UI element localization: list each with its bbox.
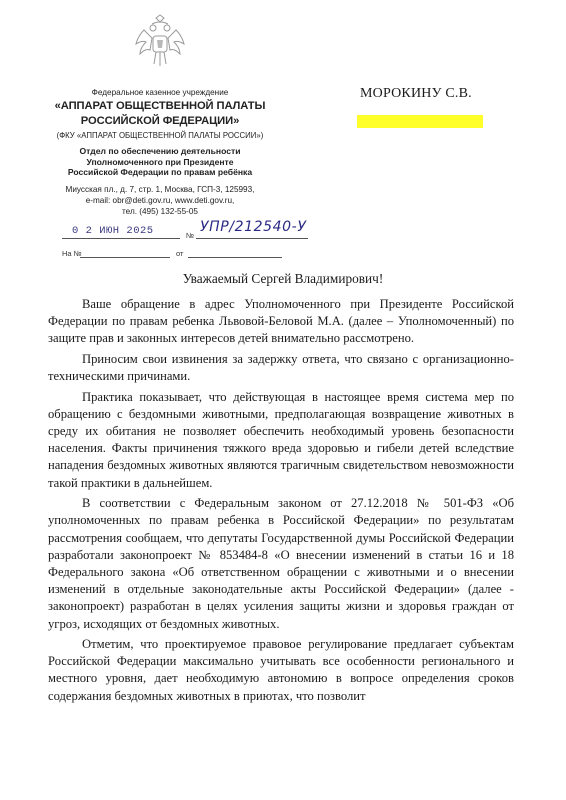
org-name-line1: «АППАРАТ ОБЩЕСТВЕННОЙ ПАЛАТЫ: [54, 100, 266, 112]
org-address: [40, 184, 280, 217]
number-label: №: [186, 231, 195, 240]
greeting: Уважаемый Сергей Владимирович!: [182, 271, 384, 286]
date-underline: [62, 238, 180, 239]
org-short-name: (ФКУ «АППАРАТ ОБЩЕСТВЕННОЙ ПАЛАТЫ РОССИИ»): [56, 131, 264, 140]
redacted-address-highlight: [357, 115, 483, 128]
address-line3: тел. (495) 132-55-05: [122, 207, 198, 216]
letter-body: [48, 296, 514, 708]
org-name-line2: РОССИЙСКОЙ ФЕДЕРАЦИИ»: [80, 115, 240, 127]
paragraph-3: Практика показывает, что действующая в настоящее время система мер по обращению с бездомными животными, предполагающая возвращение животных в среду их обитания не позволяет обеспечить необходимый уровень безопасности населения. Факты причинения тяжкого вреда здоровью и гибели детей вследствие нападения бездомных животных являются трагичным свидетельством невозможности такой практики в дальнейшем.: [48, 389, 514, 490]
dept-line1: Отдел по обеспечению деятельности: [79, 146, 241, 156]
paragraph-4: В соответствии с Федеральным законом от 27.12.2018 № 501-ФЗ «Об уполномоченных по правам ребенка в Российской Федерации» по результатам рассмотрения сообщаем, что депутаты Государственной думы Российской Федерации разработали законопроект № 853484-8 «О внесении изменений в статьи 16 и 18 Федерального закона «Об ответственном обращении с животными и о внесении изменений в отдельные законодательные акты Российской Федерации» (далее - законопроект) разработан в целях усиления защиты жизни и здоровья граждан от угроз, исходящих от бездомных животных.: [48, 496, 514, 631]
na-label: На №: [62, 249, 82, 258]
date-stamp: 0 2 ИЮН 2025: [72, 225, 154, 237]
paragraph-2: Приносим свои извинения за задержку ответа, что связано с организационно-техническими причинами.: [48, 351, 514, 384]
org-type: Федеральное казенное учреждение: [91, 88, 229, 97]
address-line2: e-mail: obr@deti.gov.ru, www.deti.gov.ru,: [85, 196, 235, 205]
department-name: [40, 146, 280, 178]
coat-of-arms-icon: [132, 14, 188, 70]
ot-label: от: [176, 249, 184, 258]
ot-underline: [188, 257, 282, 258]
dept-line3: Российской Федерации по правам ребёнка: [67, 167, 253, 177]
number-underline: [196, 238, 308, 239]
paragraph-5: Отметим, что проектируемое правовое регулирование предлагает субъектам Российской Федерации максимально учитывать все особенности регионального и местного уровня, дает необходимую автономию в вопросе определения сроков содержания бездомных животных в приютах, что позволит: [48, 637, 514, 703]
dept-line2: Уполномоченного при Президенте: [86, 156, 234, 167]
na-underline: [80, 257, 170, 258]
outgoing-number: УПР/212540-У: [200, 219, 307, 235]
paragraph-1: Ваше обращение в адрес Уполномоченного при Президенте Российской Федерации по правам ребенка Львовой-Беловой М.А. (далее – Уполномоченный) по защите прав и законных интересов детей внимательно рассмотрено.: [48, 297, 514, 346]
org-name: [40, 99, 280, 129]
recipient-name: МОРОКИНУ С.В.: [360, 86, 472, 101]
address-line1: Миусская пл., д. 7, стр. 1, Москва, ГСП-3, 125993,: [65, 185, 255, 194]
